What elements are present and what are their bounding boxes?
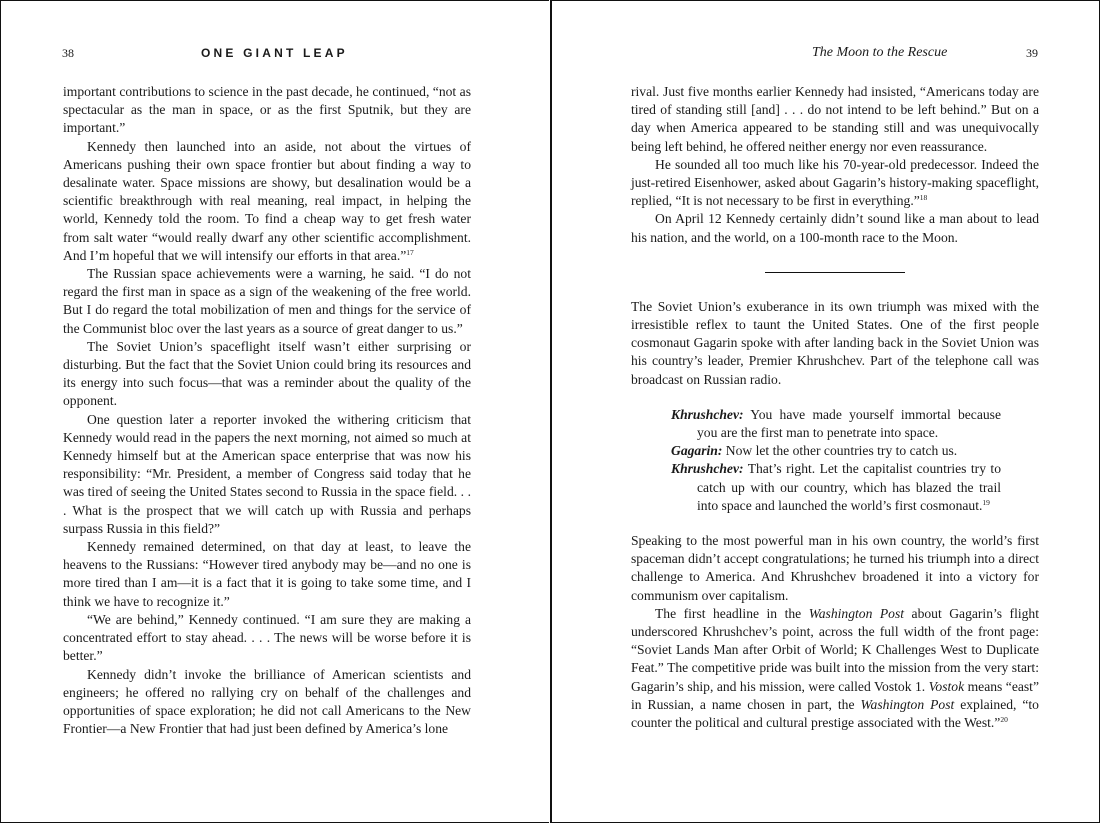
paragraph: He sounded all too much like his 70-year-old predecessor. Indeed the just-retired Eisenhower, asked about Gagarin’s history-making spaceflight, replied, “It is not necessary to be first in everything.”$^{18}$ [631,156,1039,209]
paragraph: Kennedy remained determined, on that day at least, to leave the heavens to the Russians: “However tired anybody may be—and no one is more tired than I am—it is a fact that it is going to take some time, and I think we have to recognize it.” [63,539,471,609]
paragraph: Kennedy didn’t invoke the brilliance of American scientists and engineers; he offered no rallying cry on behalf of the challenges and opportunities of space exploration; he did not call Americans to the New Frontier—a New Frontier that had just been defined by America’s lone [63,666,471,737]
running-head: ONE GIANT LEAP [201,46,348,60]
page-number: 39 [1026,46,1038,60]
footnote-ref: 18 [919,193,928,203]
dialogue-line: Gagarin: Now let the other countries try to catch us. [671,443,958,459]
paragraph: rival. Just five months earlier Kennedy had insisted, “Americans today are tired of standing still [and] . . . do not intend to be left behind.” But on a day when America appeared to be standing still and was unequivocally being left behind, he offered neither energy nor even reassurance. [631,84,1039,154]
paragraph: “We are behind,” Kennedy continued. “I am sure they are making a concentrated effort to stay ahead. . . . The news will be worse before it is better.” [63,611,471,664]
section-break-rule [765,272,905,273]
paragraph: The first headline in the Washington Post about Gagarin’s flight underscored Khrushchev’s point, across the full width of the front page: “Soviet Lands Man after Orbit of World; K Challenges West to Duplicate Feat.” The competitive pride was built into the mission from the very start: Gagarin’s ship, and his mission, were called Vostok 1. Vostok means “east” in Russian, a name chosen in part, the Washington Post explained, “to counter the political and cultural prestige associated with the West.”$^{20}$ [631,605,1039,731]
paragraph: The Russian space achievements were a warning, he said. “I do not regard the first man in space as a sign of the weakening of the free world. But I do regard the total mobilization of men and things for the service of the Communist bloc over the last years as a source of great danger to us.” [63,266,471,336]
paragraph: Speaking to the most powerful man in his own country, the world’s first spaceman didn’t accept congratulations; he turned his triumph into a direct challenge to America. And Khrushchev broadened it into a victory for communism over capitalism. [631,533,1039,603]
footnote-ref: 17 [406,247,414,257]
footnote-ref: 19 [982,497,990,507]
body-text [63,83,471,738]
newspaper-title: Washington Post [860,696,955,712]
speaker-name: Gagarin: [671,443,723,459]
speaker-name: Khrushchev: [671,461,744,477]
paragraph: On April 12 Kennedy certainly didn’t sound like a man about to lead his nation, and the world, on a 100-month race to the Moon. [631,211,1039,245]
footnote-ref: 20 [1000,715,1008,725]
speaker-name: Khrushchev: [671,406,744,422]
paragraph: Kennedy then launched into an aside, not about the virtues of Americans pushing their own space frontier but about finding a way to desalinate water. Space missions are showy, but desalination would be a scientific breakthrough with real meaning, real impact, in helping the world, Kennedy told the room. To find a cheap way to get fresh water from salt water “would really dwarf any other scientific accomplishment. And I’m hopeful that we will intensify our efforts in that area.”$^{17}$ [63,138,471,263]
dialogue-line: Khrushchev: That’s right. Let the capitalist countries try to catch up with our country, which has blazed the trail into space and launched the world’s first cosmonaut.$^{19}$ [671,461,1001,513]
paragraph: important contributions to science in the past decade, he continued, “not as spectacular as the man in space, or as the first Sputnik, but they are important.” [63,84,471,136]
left-page [0,0,549,823]
dialogue-line: Khrushchev: You have made yourself immortal because you are the first man to penetrate into space. [671,406,1001,441]
paragraph: The Soviet Union’s exuberance in its own triumph was mixed with the irresistible reflex to taunt the United States. One of the first people cosmonaut Gagarin spoke with after landing back in the Soviet Union was his country’s leader, Premier Khrushchev. Part of the telephone call was broadcast on Russian radio. [631,298,1039,387]
italic-term: Vostok [928,678,965,694]
paragraph: One question later a reporter invoked the withering criticism that Kennedy would read in the papers the next morning, not aimed so much at Kennedy himself but at the American space enterprise that was now his responsibility: “Mr. President, a member of Congress said today that he was tired of seeing the United States second to Russia in the space field. . . . What is the prospect that we will catch up with Russia and perhaps surpass Russia in this field?” [63,411,471,536]
paragraph: The Soviet Union’s spaceflight itself wasn’t either surprising or disturbing. But the fact that the Soviet Union could bring its resources and its energy into such focus—that was a reminder about the quality of the opponent. [63,338,471,409]
running-head: The Moon to the Rescue [812,45,948,60]
dialogue-block [671,406,1001,515]
body-text [631,83,1039,732]
right-page [550,0,1100,823]
newspaper-title: Washington Post [808,605,905,621]
page-number: 38 [62,46,74,60]
